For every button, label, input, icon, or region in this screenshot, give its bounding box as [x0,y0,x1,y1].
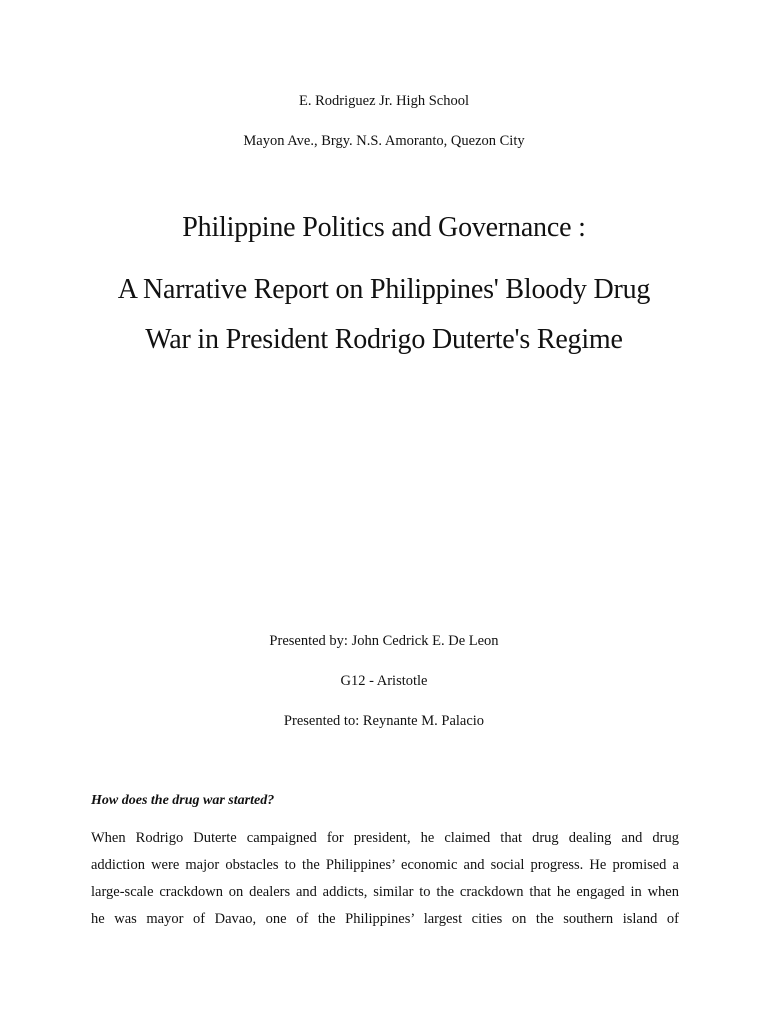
grade-section: G12 - Aristotle [340,673,428,689]
presented-to: Presented to: Reynante M. Palacio [283,713,485,729]
presented-by: Presented by: John Cedrick E. De Leon [269,633,499,649]
paragraph-line: When Rodrigo Duterte campaigned for president, he claimed that drug dealing and drug [91,830,679,846]
title-line-3: War in President Rodrigo Duterte's Regime [145,324,623,355]
paragraph-line: large-scale crackdown on dealers and addicts, similar to the crackdown that he engaged in when [91,884,679,900]
paragraph-line: addiction were major obstacles to the Philippines’ economic and social progress. He promised a [91,857,679,873]
title-line-2: A Narrative Report on Philippines' Bloody Drug [117,274,651,305]
school-address: Mayon Ave., Brgy. N.S. Amoranto, Quezon City [243,133,525,149]
paragraph-line: he was mayor of Davao, one of the Philippines’ largest cities on the southern island of [91,911,679,927]
body-paragraph [91,825,679,933]
title-line-1: Philippine Politics and Governance : [182,212,586,243]
school-name: E. Rodriguez Jr. High School [299,93,469,109]
section-heading: How does the drug war started? [91,793,275,808]
